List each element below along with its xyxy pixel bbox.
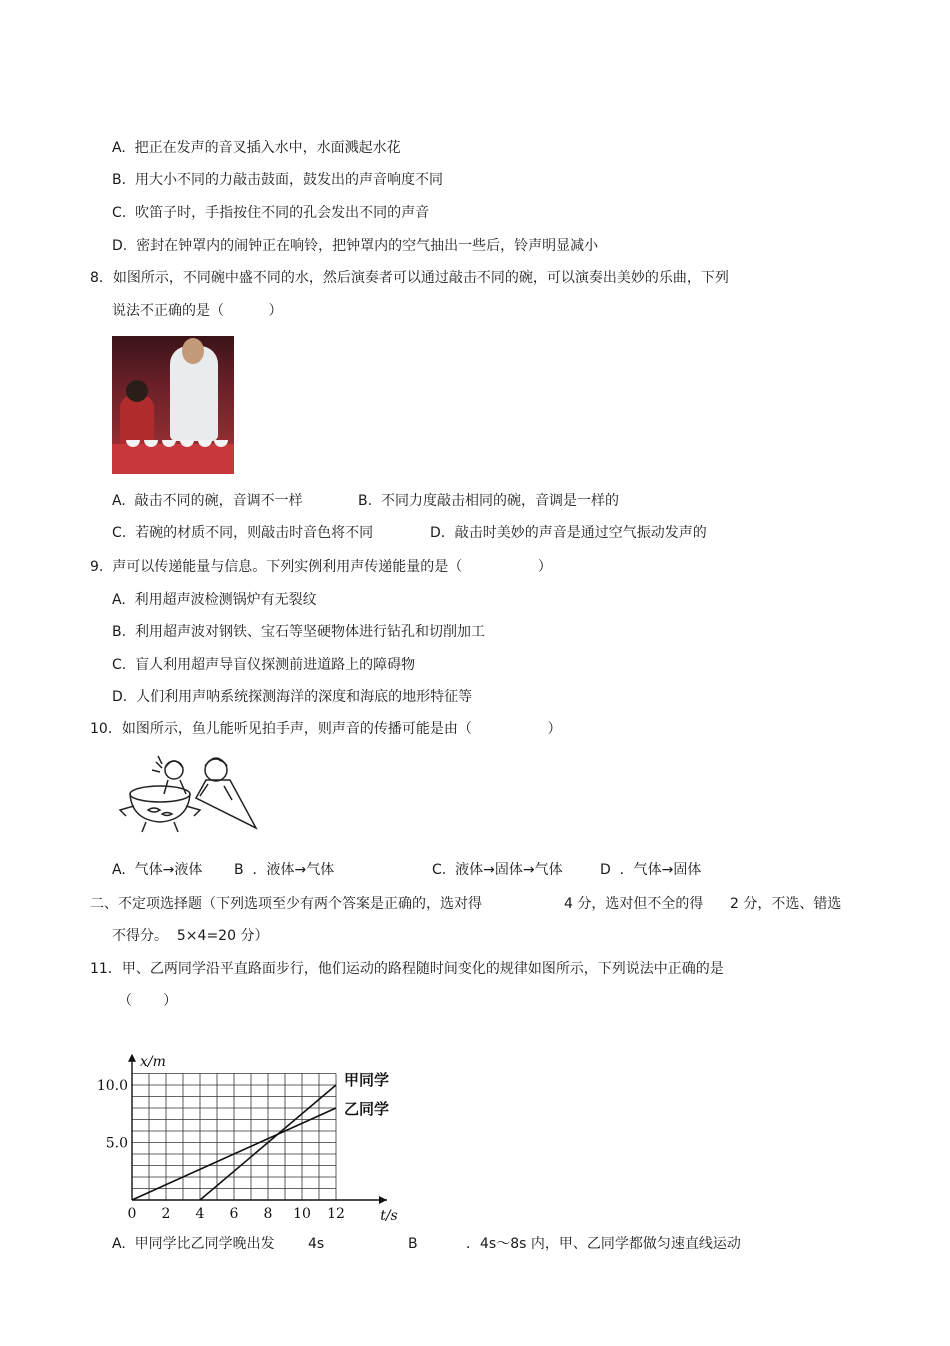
x-tick-label: 12 — [327, 1206, 345, 1222]
q9-option-a: A. 利用超声波检测锅炉有无裂纹 — [112, 592, 317, 608]
x-tick-label: 10 — [293, 1206, 311, 1222]
bowl-performance-photo — [112, 336, 234, 474]
y-axis-arrow — [128, 1054, 136, 1062]
q11-option-b-letter: B — [408, 1236, 418, 1252]
x-axis-label: t/s — [380, 1208, 398, 1224]
q10-option-c: C. 液体→固体→气体 — [432, 862, 563, 878]
section2-instruction-line2: 不得分。 5×4=20 分） — [112, 928, 269, 944]
y-tick-label: 10.0 — [96, 1078, 128, 1094]
q9-option-c: C. 盲人利用超声导盲仪探测前进道路上的障碍物 — [112, 657, 416, 673]
q8-stem-line2: 说法不正确的是（ ） — [112, 303, 283, 319]
series-label: 甲同学 — [344, 1071, 390, 1089]
q7-option-a: A. 把正在发声的音叉插入水中，水面溅起水花 — [112, 140, 401, 156]
q11-option-b-text: ．4s～8s 内，甲、乙同学都做匀速直线运动 — [466, 1236, 741, 1252]
y-axis-label: x/m — [140, 1053, 166, 1070]
section2-instruction-c: 2 分，不选、错选 — [730, 896, 842, 912]
q9-option-d: D. 人们利用声呐系统探测海洋的深度和海底的地形特征等 — [112, 689, 473, 705]
x-tick-label: 2 — [161, 1206, 171, 1222]
q11-option-a-text: A. 甲同学比乙同学晚出发 — [112, 1236, 275, 1252]
x-tick-label: 8 — [263, 1206, 273, 1222]
q8-option-a: A. 敲击不同的碗，音调不一样 — [112, 493, 303, 509]
q7-option-b: B. 用大小不同的力敲击鼓面，鼓发出的声音响度不同 — [112, 172, 443, 188]
x-axis-arrow — [379, 1196, 387, 1204]
distance-time-graph — [92, 1024, 412, 1224]
q8-stem-line1: 8．如图所示，不同碗中盛不同的水，然后演奏者可以通过敲击不同的碗，可以演奏出美妙的乐曲，下列 — [90, 270, 729, 286]
q11-option-a-value: 4s — [308, 1236, 325, 1252]
x-tick-label: 0 — [127, 1206, 137, 1222]
q10-stem: 10．如图所示，鱼儿能听见拍手声，则声音的传播可能是由（ ） — [90, 721, 562, 737]
q7-option-d: D. 密封在钟罩内的闹钟正在响铃，把钟罩内的空气抽出一些后，铃声明显减小 — [112, 238, 599, 254]
q11-stem: 11．甲、乙两同学沿平直路面步行，他们运动的路程随时间变化的规律如图所示，下列说法中正确的是 — [90, 961, 724, 977]
y-tick-label: 5.0 — [105, 1135, 128, 1152]
section2-instruction-b: 4 分，选对但不全的得 — [564, 896, 704, 912]
q8-option-b: B. 不同力度敲击相同的碗，音调是一样的 — [358, 493, 619, 509]
q10-option-d: D ．气体→固体 — [600, 862, 702, 878]
series-label: 乙同学 — [344, 1100, 390, 1118]
q11-answer-paren: （ ） — [118, 993, 178, 1009]
q10-option-b: B ．液体→气体 — [234, 862, 335, 878]
q10-option-a: A. 气体→液体 — [112, 862, 203, 878]
section2-instruction-a: 二、不定项选择题（下列选项至少有两个答案是正确的，选对得 — [90, 896, 482, 912]
q8-option-d: D．敲击时美妙的声音是通过空气振动发声的 — [430, 525, 707, 541]
x-tick-label: 6 — [229, 1206, 239, 1222]
q8-option-c: C. 若碗的材质不同，则敲击时音色将不同 — [112, 525, 374, 541]
q7-option-c: C. 吹笛子时，手指按住不同的孔会发出不同的声音 — [112, 205, 430, 221]
x-tick-label: 4 — [195, 1206, 205, 1222]
q9-stem: 9. 声可以传递能量与信息。下列实例利用声传递能量的是（ ） — [90, 559, 552, 575]
q9-option-b: B. 利用超声波对钢铁、宝石等坚硬物体进行钻孔和切削加工 — [112, 624, 485, 640]
fish-tank-clapping-illustration — [112, 750, 262, 840]
